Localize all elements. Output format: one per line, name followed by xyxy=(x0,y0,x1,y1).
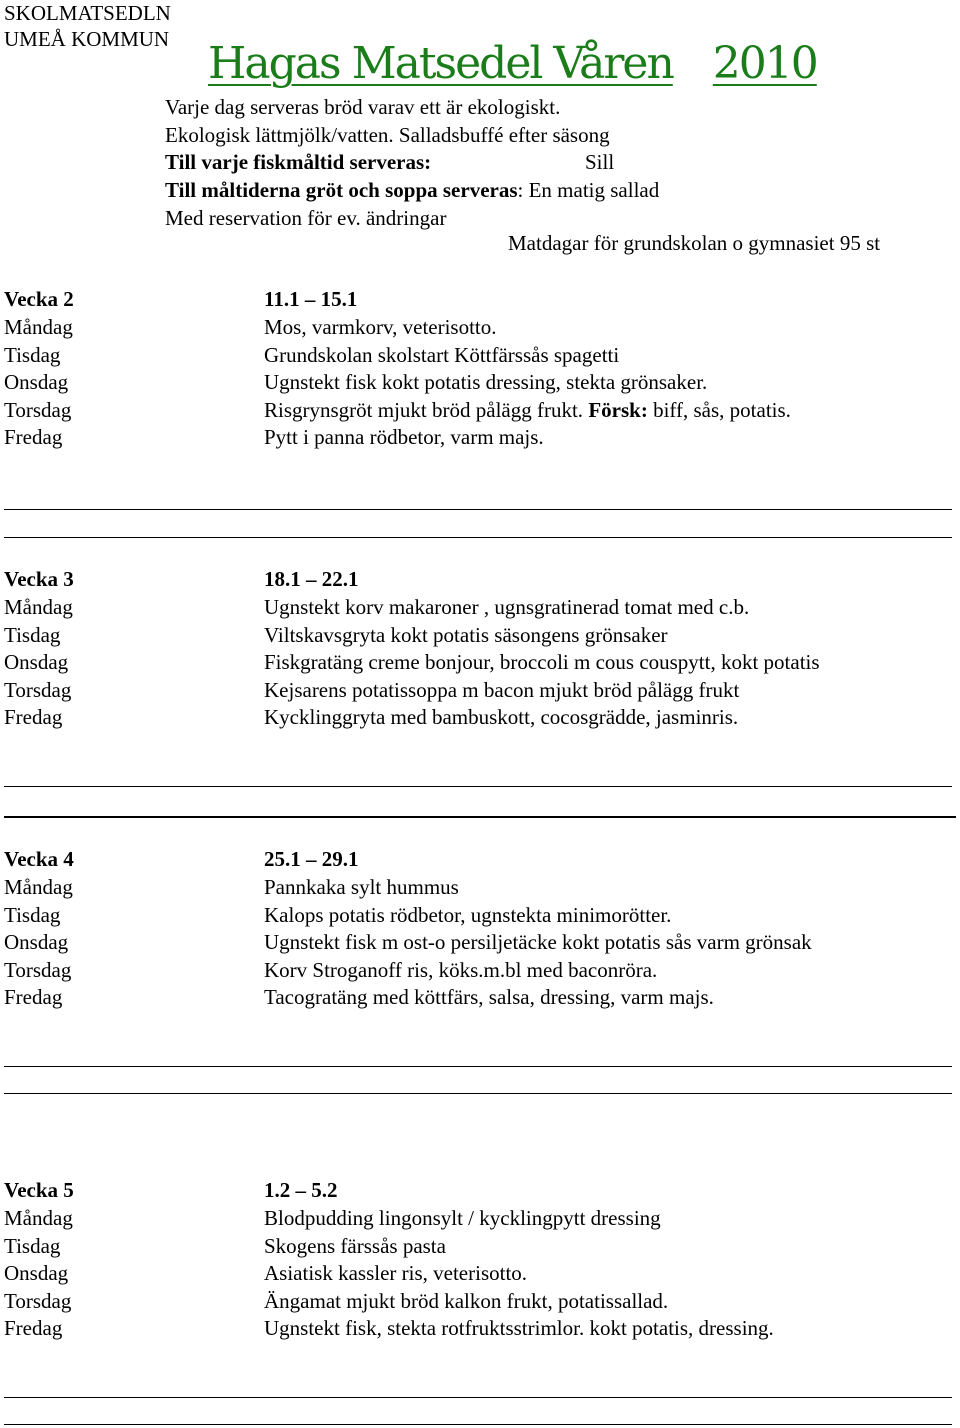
meal-text: Pytt i panna rödbetor, varm majs. xyxy=(264,425,544,450)
day-label: Torsdag xyxy=(4,1288,72,1313)
divider-line xyxy=(4,816,956,818)
meal-text: Pannkaka sylt hummus xyxy=(264,875,459,899)
day-row-thursday xyxy=(4,958,956,986)
meal-extra: biff, sås, potatis. xyxy=(647,397,791,422)
title-year: 2010 xyxy=(712,38,817,89)
week-label: Vecka 2 xyxy=(4,287,74,311)
divider-line xyxy=(4,1424,952,1425)
week-block-5 xyxy=(4,1178,956,1344)
week-label: Vecka 3 xyxy=(4,567,74,591)
day-label: Måndag xyxy=(4,1206,73,1230)
day-label: Fredag xyxy=(4,425,63,450)
meal-text: Ugnstekt korv makaroner , ugnsgratinerad tomat med c.b. xyxy=(264,595,750,619)
day-row-wednesday xyxy=(4,1261,956,1289)
meal-text: Grundskolan skolstart Köttfärssås spagetti xyxy=(264,342,620,367)
week-header xyxy=(4,847,956,875)
day-row-monday xyxy=(4,875,956,903)
title-text: Hagas Matsedel Våren xyxy=(208,38,673,89)
day-label: Onsdag xyxy=(4,370,69,395)
day-label: Måndag xyxy=(4,595,73,619)
info-line-fish xyxy=(165,148,615,176)
day-row-tuesday xyxy=(4,903,956,931)
meal-text: Ugnstekt fisk, stekta rotfruktsstrimlor. kokt potatis, dressing. xyxy=(264,1316,774,1341)
meal-text: Ängamat mjukt bröd kalkon frukt, potatissallad. xyxy=(264,1288,669,1313)
day-row-friday xyxy=(4,705,956,733)
day-row-wednesday xyxy=(4,930,956,958)
week-label: Vecka 4 xyxy=(4,847,74,871)
day-row-thursday xyxy=(4,678,956,706)
info-soup-value: : En matig sallad xyxy=(517,178,660,202)
day-row-monday xyxy=(4,595,956,623)
day-row-monday xyxy=(4,315,956,343)
day-row-thursday xyxy=(4,398,956,426)
week-header xyxy=(4,567,956,595)
day-label: Måndag xyxy=(4,315,73,339)
divider-line xyxy=(4,786,952,787)
divider-line xyxy=(4,1397,952,1398)
meal-main: Risgrynsgröt mjukt bröd pålägg frukt. xyxy=(264,397,589,422)
week-block-3 xyxy=(4,567,956,733)
meal-text: Asiatisk kassler ris, veterisotto. xyxy=(264,1261,528,1286)
week-dates: 1.2 – 5.2 xyxy=(264,1178,338,1202)
info-line-milk: Ekologisk lättmjölk/vatten. Salladsbuffé efter säsong xyxy=(165,123,610,147)
week-dates: 18.1 – 22.1 xyxy=(264,567,359,591)
week-dates: 11.1 – 15.1 xyxy=(264,287,358,311)
divider-line xyxy=(4,1066,952,1067)
day-label: Onsdag xyxy=(4,1261,69,1286)
week-label: Vecka 5 xyxy=(4,1178,74,1202)
day-label: Tisdag xyxy=(4,622,61,647)
week-dates: 25.1 – 29.1 xyxy=(264,847,359,871)
day-row-thursday xyxy=(4,1289,956,1317)
day-row-tuesday xyxy=(4,343,956,371)
meal-text: Kalops potatis rödbetor, ugnstekta minimorötter. xyxy=(264,902,672,927)
meal-text: Fiskgratäng creme bonjour, broccoli m cous couspytt, kokt potatis xyxy=(264,650,820,675)
day-label: Tisdag xyxy=(4,342,61,367)
day-row-monday xyxy=(4,1206,956,1234)
info-line-reservation: Med reservation för ev. ändringar xyxy=(165,206,447,230)
day-row-tuesday xyxy=(4,1234,956,1262)
divider-line xyxy=(4,509,952,510)
page-title xyxy=(208,38,817,89)
week-header xyxy=(4,287,956,315)
day-label: Torsdag xyxy=(4,957,72,982)
day-label: Torsdag xyxy=(4,397,72,422)
divider-line xyxy=(4,1093,952,1094)
meal-extra-label: Försk: xyxy=(588,397,648,422)
day-row-friday xyxy=(4,425,956,453)
meal-text: Korv Stroganoff ris, köks.m.bl med baconröra. xyxy=(264,957,658,982)
day-label: Måndag xyxy=(4,875,73,899)
info-fish-value: Sill xyxy=(585,150,615,174)
day-label: Torsdag xyxy=(4,677,72,702)
day-row-friday xyxy=(4,1316,956,1344)
info-soup-label: Till måltiderna gröt och soppa serveras xyxy=(165,178,518,202)
day-row-friday xyxy=(4,985,956,1013)
meal-text: Ugnstekt fisk m ost-o persiljetäcke kokt potatis sås varm grönsak xyxy=(264,930,812,955)
meal-text xyxy=(264,398,791,423)
meal-text: Tacogratäng med köttfärs, salsa, dressing, varm majs. xyxy=(264,985,714,1010)
day-label: Tisdag xyxy=(4,902,61,927)
info-line-bread: Varje dag serveras bröd varav ett är ekologiskt. xyxy=(165,95,561,119)
info-line-soup xyxy=(165,176,659,204)
week-block-4 xyxy=(4,847,956,1013)
meal-text: Ugnstekt fisk kokt potatis dressing, stekta grönsaker. xyxy=(264,370,708,395)
day-row-wednesday xyxy=(4,370,956,398)
org-name-line1: SKOLMATSEDLN xyxy=(4,1,171,25)
day-label: Tisdag xyxy=(4,1233,61,1258)
day-label: Fredag xyxy=(4,705,63,730)
meal-text: Skogens färssås pasta xyxy=(264,1233,446,1258)
info-fish-label: Till varje fiskmåltid serveras: xyxy=(165,150,432,174)
divider-line xyxy=(4,537,952,538)
meal-text: Kycklinggryta med bambuskott, cocosgrädde, jasminris. xyxy=(264,705,739,730)
day-label: Fredag xyxy=(4,1316,63,1341)
day-label: Fredag xyxy=(4,985,63,1010)
day-row-wednesday xyxy=(4,650,956,678)
day-row-tuesday xyxy=(4,623,956,651)
meal-text: Viltskavsgryta kokt potatis säsongens grönsaker xyxy=(264,622,668,647)
week-header xyxy=(4,1178,956,1206)
meal-text: Blodpudding lingonsylt / kycklingpytt dressing xyxy=(264,1206,661,1230)
meal-text: Kejsarens potatissoppa m bacon mjukt bröd pålägg frukt xyxy=(264,677,740,702)
week-block-2 xyxy=(4,287,956,453)
meal-text: Mos, varmkorv, veterisotto. xyxy=(264,315,497,339)
meal-days-note: Matdagar för grundskolan o gymnasiet 95 st xyxy=(508,231,881,255)
day-label: Onsdag xyxy=(4,650,69,675)
org-name-line2: UMEÅ KOMMUN xyxy=(4,27,170,51)
day-label: Onsdag xyxy=(4,930,69,955)
